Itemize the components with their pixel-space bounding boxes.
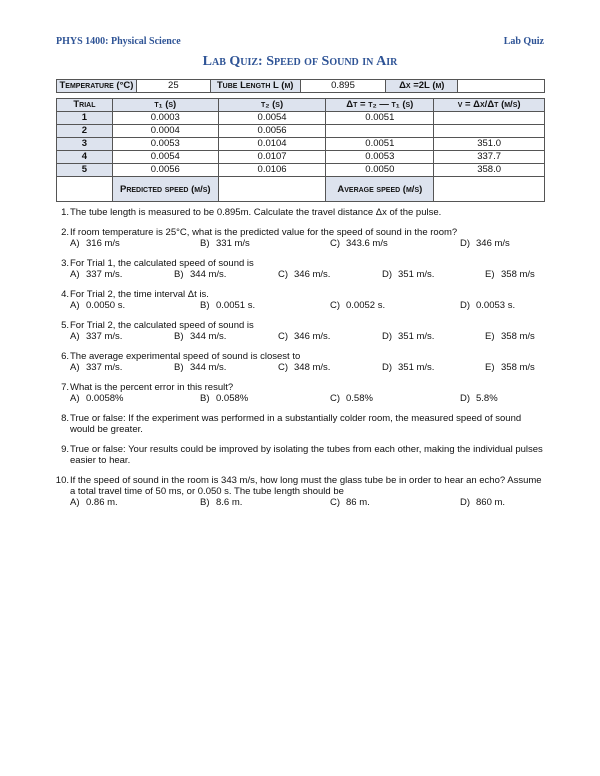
predicted-speed-value [218, 177, 326, 202]
table-cell [326, 125, 434, 138]
table-header-row [57, 99, 545, 112]
table-cell: 0.0104 [218, 138, 326, 151]
answer-option[interactable] [174, 362, 226, 373]
average-speed-value [434, 177, 545, 202]
question-item [52, 351, 548, 373]
table-cell: 337.7 [434, 151, 545, 164]
answer-option[interactable] [485, 362, 535, 373]
answer-option[interactable] [70, 362, 122, 373]
trial-number: 5 [57, 164, 113, 177]
option-text: 337 m/s. [86, 331, 123, 342]
answer-option[interactable] [174, 269, 226, 280]
option-letter: D) [460, 393, 471, 404]
table-cell: 351.0 [434, 138, 545, 151]
table-cell: 0.0050 [326, 164, 434, 177]
table-cell: 0.0051 [326, 138, 434, 151]
option-letter: A) [70, 362, 80, 373]
answer-option[interactable] [200, 238, 250, 249]
answer-option[interactable] [70, 300, 125, 311]
option-letter: C) [278, 269, 289, 280]
question-number: 9. [61, 444, 69, 455]
answer-option[interactable] [382, 362, 434, 373]
option-letter: A) [70, 331, 80, 342]
option-text: 343.6 m/s [346, 238, 388, 249]
table-cell: 0.0051 [326, 112, 434, 125]
option-text: 337 m/s. [86, 269, 123, 280]
option-letter: A) [70, 238, 80, 249]
distance-value [458, 80, 545, 93]
answer-options [70, 269, 548, 280]
column-header: Δt = t₂ — t₁ (s) [326, 99, 434, 112]
question-number: 5. [61, 320, 69, 331]
tube-length-value: 0.895 [300, 80, 386, 93]
answer-options [70, 300, 548, 311]
answer-option[interactable] [382, 269, 434, 280]
option-text: 346 m/s. [294, 331, 331, 342]
column-header: Trial [57, 99, 113, 112]
trial-number: 1 [57, 112, 113, 125]
question-text: If room temperature is 25°C, what is the predicted value for the speed of sound in the room? [70, 227, 458, 238]
table-cell: 0.0053 [326, 151, 434, 164]
option-text: 351 m/s. [398, 362, 435, 373]
question-text: For Trial 2, the time interval Δt is. [70, 289, 209, 300]
option-text: 86 m. [346, 497, 370, 508]
answer-option[interactable] [330, 238, 388, 249]
question-text: For Trial 2, the calculated speed of sound is [70, 320, 254, 331]
option-letter: A) [70, 497, 80, 508]
option-text: 0.58% [346, 393, 373, 404]
answer-option[interactable] [485, 269, 535, 280]
distance-label: Δx =2L (m) [386, 80, 458, 93]
option-letter: B) [174, 362, 184, 373]
table-cell [434, 125, 545, 138]
table-cell: 358.0 [434, 164, 545, 177]
option-letter: B) [200, 393, 210, 404]
answer-options [70, 362, 548, 373]
answer-option[interactable] [485, 331, 535, 342]
question-item [52, 320, 548, 342]
option-letter: D) [382, 331, 393, 342]
question-number: 8. [61, 413, 69, 424]
question-text: The average experimental speed of sound is closest to [70, 351, 301, 362]
trial-data-table [56, 98, 545, 202]
option-text: 0.0051 s. [216, 300, 256, 311]
question-text: What is the percent error in this result? [70, 382, 234, 393]
table-row [57, 164, 545, 177]
option-text: 0.0050 s. [86, 300, 126, 311]
option-letter: B) [200, 238, 210, 249]
answer-options [70, 238, 548, 249]
option-text: 0.058% [216, 393, 249, 404]
question-text: True or false: If the experiment was performed in a substantially colder room, the measured speed of sound would be greater. [70, 413, 522, 435]
answer-option[interactable] [70, 331, 122, 342]
table-row [57, 138, 545, 151]
option-text: 348 m/s. [294, 362, 331, 373]
option-text: 5.8% [476, 393, 498, 404]
page-header [56, 36, 544, 50]
option-letter: D) [460, 238, 471, 249]
table-cell: 0.0003 [112, 112, 218, 125]
option-text: 0.86 m. [86, 497, 118, 508]
question-number: 1. [61, 207, 69, 218]
question-number: 3. [61, 258, 69, 269]
answer-option[interactable] [460, 300, 515, 311]
option-text: 0.0052 s. [346, 300, 386, 311]
option-letter: E) [485, 331, 495, 342]
answer-option[interactable] [200, 497, 242, 508]
table-cell: 0.0054 [112, 151, 218, 164]
question-number: 6. [61, 351, 69, 362]
answer-option[interactable] [70, 238, 120, 249]
trial-number: 4 [57, 151, 113, 164]
answer-option[interactable] [174, 331, 226, 342]
option-text: 0.0058% [86, 393, 124, 404]
predicted-speed-label: Predicted speed (m/s) [112, 177, 218, 202]
column-header: t₂ (s) [218, 99, 326, 112]
option-letter: C) [330, 497, 341, 508]
average-speed-label: Average speed (m/s) [326, 177, 434, 202]
answer-option[interactable] [70, 393, 124, 404]
option-text: 351 m/s. [398, 269, 435, 280]
answer-option[interactable] [278, 269, 330, 280]
table-cell: 0.0053 [112, 138, 218, 151]
question-item [52, 227, 548, 249]
question-number: 4. [61, 289, 69, 300]
option-text: 331 m/s [216, 238, 250, 249]
option-text: 358 m/s [501, 269, 535, 280]
temperature-label: Temperature (°C) [57, 80, 137, 93]
option-letter: B) [200, 300, 210, 311]
option-text: 337 m/s. [86, 362, 123, 373]
option-letter: B) [174, 269, 184, 280]
table-cell: 0.0056 [112, 164, 218, 177]
answer-option[interactable] [330, 300, 385, 311]
question-item [52, 207, 548, 218]
option-text: 358 m/s [501, 362, 535, 373]
table-row [57, 125, 545, 138]
option-text: 346 m/s. [294, 269, 331, 280]
question-list [52, 207, 548, 517]
option-letter: A) [70, 300, 80, 311]
option-text: 351 m/s. [398, 331, 435, 342]
answer-options [70, 393, 548, 404]
option-text: 0.0053 s. [476, 300, 516, 311]
parameters-table [56, 79, 545, 93]
answer-options [70, 497, 548, 508]
column-header: v = Δx/Δt (m/s) [434, 99, 545, 112]
option-text: 344 m/s. [190, 331, 227, 342]
option-letter: D) [460, 300, 471, 311]
answer-option[interactable] [460, 238, 510, 249]
option-text: 344 m/s. [190, 362, 227, 373]
table-cell: 0.0107 [218, 151, 326, 164]
question-item [52, 413, 548, 435]
option-letter: D) [382, 362, 393, 373]
option-letter: C) [278, 362, 289, 373]
answer-option[interactable] [330, 497, 370, 508]
answer-option[interactable] [460, 497, 505, 508]
document-type: Lab Quiz [503, 36, 544, 47]
option-letter: C) [278, 331, 289, 342]
option-letter: C) [330, 393, 341, 404]
option-text: 346 m/s [476, 238, 510, 249]
question-number: 2. [61, 227, 69, 238]
table-cell: 0.0056 [218, 125, 326, 138]
option-letter: A) [70, 269, 80, 280]
answer-option[interactable] [278, 331, 330, 342]
question-number: 7. [61, 382, 69, 393]
option-letter: A) [70, 393, 80, 404]
question-item [52, 382, 548, 404]
option-letter: C) [330, 238, 341, 249]
option-letter: D) [382, 269, 393, 280]
table-cell [434, 112, 545, 125]
answer-options [70, 331, 548, 342]
answer-option[interactable] [460, 393, 498, 404]
answer-option[interactable] [382, 331, 434, 342]
trial-number: 3 [57, 138, 113, 151]
temperature-value: 25 [136, 80, 210, 93]
question-item [52, 258, 548, 280]
option-text: 316 m/s [86, 238, 120, 249]
summary-row [57, 177, 545, 202]
column-header: t₁ (s) [112, 99, 218, 112]
answer-option[interactable] [200, 393, 248, 404]
answer-option[interactable] [70, 497, 118, 508]
trial-number: 2 [57, 125, 113, 138]
option-letter: B) [174, 331, 184, 342]
option-letter: D) [460, 497, 471, 508]
question-item [52, 444, 548, 466]
option-text: 358 m/s [501, 331, 535, 342]
answer-option[interactable] [330, 393, 373, 404]
option-text: 8.6 m. [216, 497, 243, 508]
table-cell: 0.0106 [218, 164, 326, 177]
answer-option[interactable] [70, 269, 122, 280]
table-row [57, 151, 545, 164]
option-letter: E) [485, 269, 495, 280]
tube-length-label: Tube Length L (m) [210, 80, 300, 93]
option-text: 860 m. [476, 497, 506, 508]
table-cell: 0.0054 [218, 112, 326, 125]
option-letter: C) [330, 300, 341, 311]
option-letter: E) [485, 362, 495, 373]
question-text: If the speed of sound in the room is 343 m/s, how long must the glass tube be in order to hear an echo? Assume a total travel time of 50 ms, or 0.050 s. The tube length should be [70, 475, 542, 497]
question-item [52, 289, 548, 311]
table-row [57, 112, 545, 125]
question-item [52, 475, 548, 508]
table-cell: 0.0004 [112, 125, 218, 138]
question-text: For Trial 1, the calculated speed of sound is [70, 258, 254, 269]
answer-option[interactable] [200, 300, 255, 311]
question-number: 10. [55, 475, 69, 486]
course-name: PHYS 1400: Physical Science [56, 36, 181, 47]
question-text: True or false: Your results could be improved by isolating the tubes from each other, making the individual pulses easier to hear. [70, 444, 543, 466]
option-letter: B) [200, 497, 210, 508]
option-text: 344 m/s. [190, 269, 227, 280]
empty-cell [57, 177, 113, 202]
answer-option[interactable] [278, 362, 330, 373]
page-title: Lab Quiz: Speed of Sound in Air [202, 54, 398, 69]
question-text: The tube length is measured to be 0.895m. Calculate the travel distance Δx of the pulse. [70, 207, 442, 218]
